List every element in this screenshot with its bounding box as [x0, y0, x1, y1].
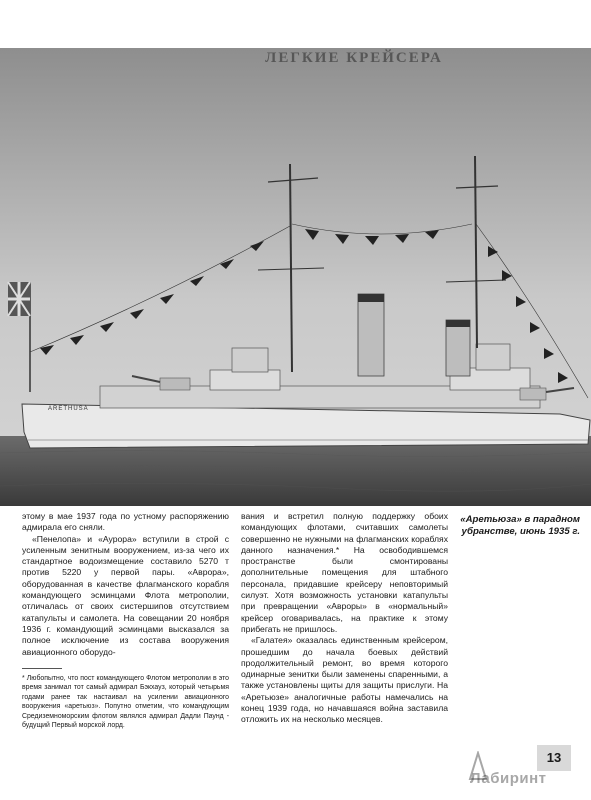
faded-header: ЛЕГКИЕ КРЕЙСЕРА	[265, 50, 443, 66]
text-column-2	[241, 511, 448, 726]
ensign-flag	[8, 282, 30, 316]
ship-photo	[0, 48, 591, 506]
paragraph: «Пенелопа» и «Аурора» вступили в строй с усиленным зенитным вооружением, из-за чего их стандартное водоизмещение составило 5270 т против 5220 у первой пары. «Аврора», оборудованная в качестве флагманского корабля командующего эсминцами Флота метрополии, отличалась от своих систершипов отсутствием катапульты и самолета. На совещании 20 ноября 1936 г. командующий эсминцами высказался за полное исключение из состава вооружения авиационного оборудо-	[22, 533, 229, 657]
hull-name: ARETHUSA	[48, 406, 89, 412]
footnote-divider	[22, 668, 62, 669]
watermark: Лабиринт	[470, 770, 547, 787]
paragraph: этому в мае 1937 года по устному распоряжению адмирала его сняли.	[22, 511, 229, 533]
paragraph: «Галатея» оказалась единственным крейсером, прошедшим до начала боевых действий продолжительный ремонт, во время которого одинарные зенитки были заменены спаренными, а также установлены щиты для защиты прислуги. На «Аретьюзе» аналогичные работы намечались на конец 1939 года, но начавшаяся война заставила отложить их на несколько месяцев.	[241, 635, 448, 725]
paragraph: вания и встретил полную поддержку обоих командующих флотами, считавших самолеты совершенно не нужными на флагманских кораблях данного назначения.* На освободившемся пространстве были смонтированы дополнительные помещения для штабного персонала, придавшие крейсеру неповторимый силуэт. Хотя возможность установки катапульты при превращении «Авроры» в «нормальный» крейсер оговаривалась, на практике к этому прибегать не пришлось.	[241, 511, 448, 634]
page-number: 13	[537, 745, 571, 771]
footnote: * Любопытно, что пост командующего Флотом метрополии в это время занимал тот самый адмирал Бэкхауз, который четырьмя годами ранее так настаивал на усилении авиационного вооружения «аретьюз». Попутно отметим, что командующим Средиземноморским флотом являлся адмирал Дадли Паунд - будущий Первый морской лорд.	[22, 675, 229, 730]
text-column-1	[22, 511, 229, 658]
photo-caption: «Аретьюза» в парадном убранстве, июнь 1935 г.	[460, 514, 580, 537]
